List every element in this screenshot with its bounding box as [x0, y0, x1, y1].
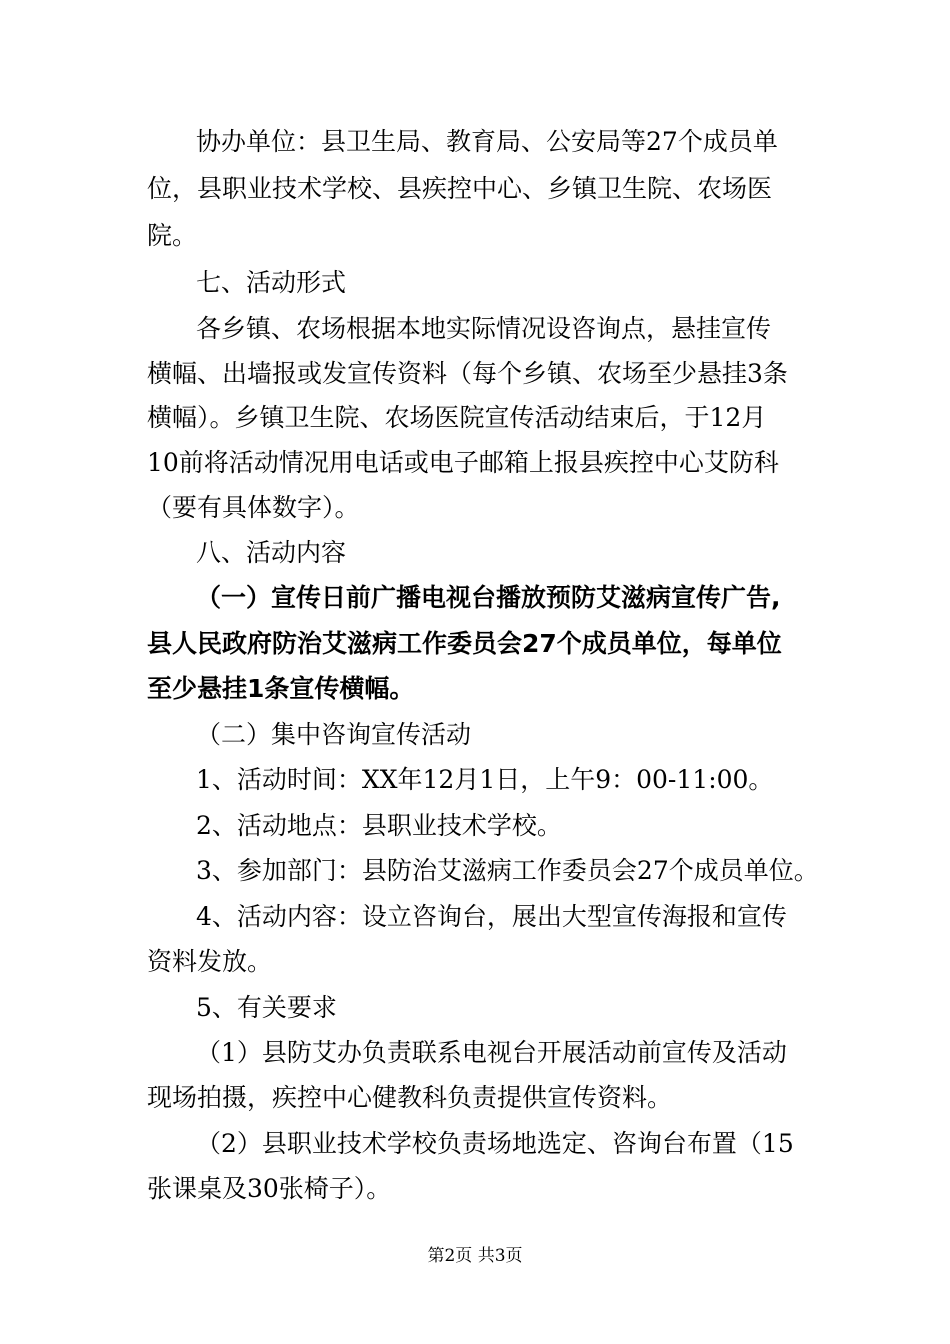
paragraph-line: 10前将活动情况用电话或电子邮箱上报县疾控中心艾防科 [147, 448, 779, 477]
paragraph-line: 3、参加部门：县防治艾滋病工作委员会27个成员单位。 [196, 856, 819, 885]
section-heading: 七、活动形式 [196, 268, 347, 297]
paragraph-line: 横幅）。乡镇卫生院、农场医院宣传活动结束后，于12月 [147, 403, 767, 432]
paragraph-line: 2、活动地点：县职业技术学校。 [196, 811, 562, 840]
bold-paragraph-line: （一）宣传日前广播电视台播放预防艾滋病宣传广告, [196, 583, 781, 612]
subsection-heading: （二）集中咨询宣传活动 [196, 720, 472, 749]
paragraph-line: （1）县防艾办负责联系电视台开展活动前宣传及活动 [196, 1038, 787, 1067]
section-heading: 八、活动内容 [196, 538, 347, 567]
page-number-footer: 第2页 共3页 [427, 1246, 523, 1266]
bold-paragraph-line: 县人民政府防治艾滋病工作委员会27个成员单位，每单位 [147, 629, 782, 658]
bold-paragraph-line: 至少悬挂1条宣传横幅。 [147, 674, 415, 703]
paragraph-line: 位，县职业技术学校、县疾控中心、乡镇卫生院、农场医 [147, 174, 773, 203]
paragraph-line: 院。 [147, 221, 198, 250]
paragraph-line: 1、活动时间：XX年12月1日，上午9：00-11:00。 [196, 765, 774, 794]
paragraph-line: 5、有关要求 [196, 993, 337, 1022]
paragraph-line: 协办单位：县卫生局、教育局、公安局等27个成员单 [196, 127, 778, 156]
paragraph-line: 资料发放。 [147, 947, 273, 976]
paragraph-line: 现场拍摄，疾控中心健教科负责提供宣传资料。 [147, 1083, 673, 1112]
paragraph-line: 各乡镇、农场根据本地实际情况设咨询点，悬挂宣传 [196, 314, 772, 343]
paragraph-line: （2）县职业技术学校负责场地选定、咨询台布置（15 [196, 1129, 794, 1158]
paragraph-line: （要有具体数字）。 [147, 493, 360, 522]
paragraph-line: 4、活动内容：设立咨询台，展出大型宣传海报和宣传 [196, 902, 787, 931]
paragraph-line: 横幅、出墙报或发宣传资料（每个乡镇、农场至少悬挂3条 [147, 359, 788, 388]
paragraph-line: 张课桌及30张椅子）。 [147, 1174, 392, 1203]
